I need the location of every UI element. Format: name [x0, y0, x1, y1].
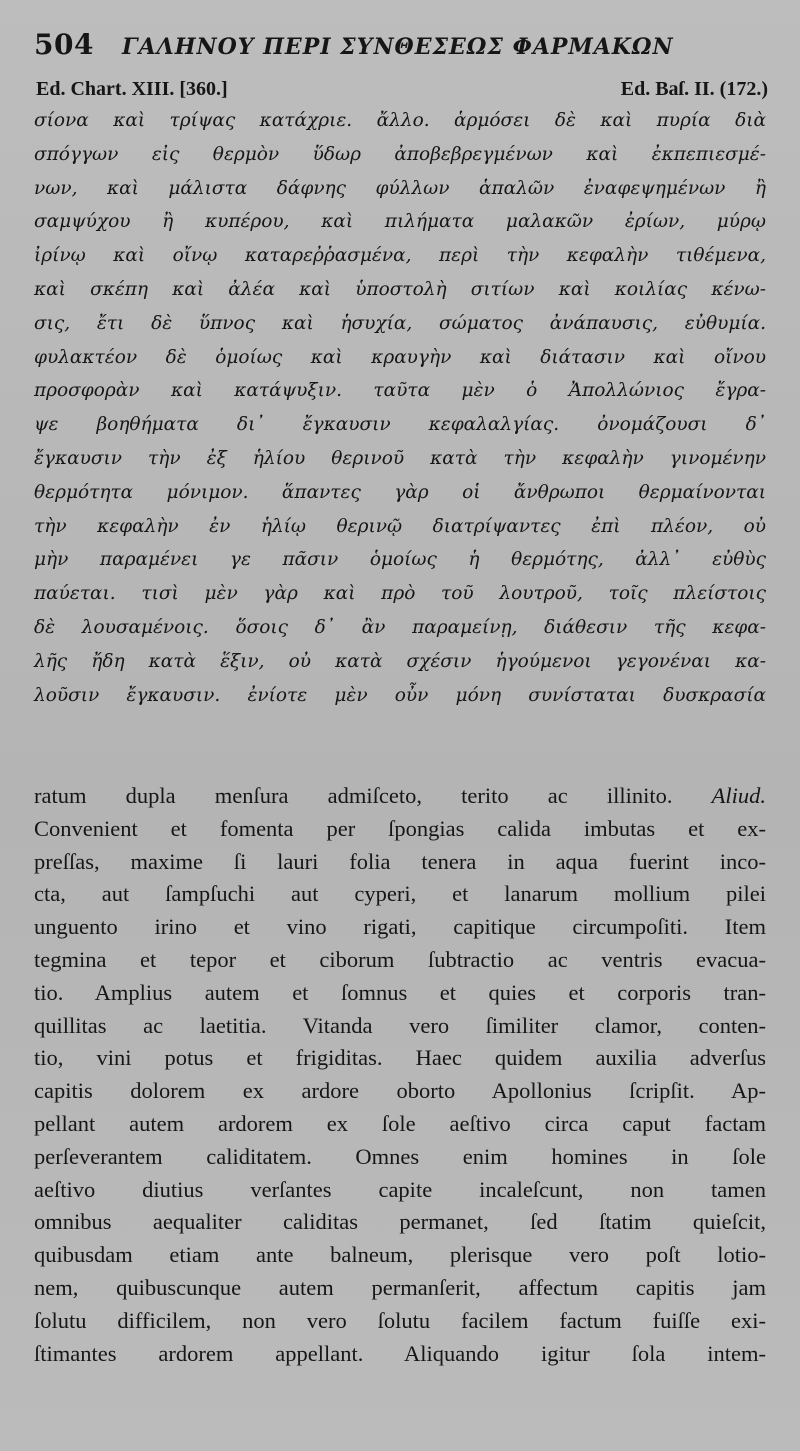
latin-line-first	[34, 780, 766, 813]
greek-line: λῆς ἤδη κατὰ ἕξιν, οὐ κατὰ σχέσιν ἡγούμενοι γεγονέναι κα-	[34, 650, 766, 672]
greek-line: φυλακτέον δὲ ὁμοίως καὶ κραυγὴν καὶ διάτασιν καὶ οἴνου	[34, 346, 766, 368]
greek-line: νων, καὶ μάλιστα δάφνης φύλλων ἁπαλῶν ἐναφεψημένων ἢ	[34, 177, 766, 199]
greek-line: μὴν παραμένει γε πᾶσιν ὁμοίως ἡ θερμότης, ἀλλ᾽ εὐθὺς	[34, 549, 766, 571]
greek-text-block	[34, 104, 766, 712]
page-number: 504	[34, 28, 94, 61]
latin-line: perſeverantem caliditatem. Omnes enim homines in ſole	[34, 1143, 766, 1169]
latin-line: cta, aut ſampſuchi aut cyperi, et lanarum mollium pilei	[34, 881, 766, 907]
greek-line: σίονα καὶ τρίψας κατάχριε. ἄλλο. ἁρμόσει δὲ καὶ πυρία διὰ	[34, 110, 766, 131]
latin-line: capitis dolorem ex ardore oborto Apollonius ſcripſit. Ap-	[34, 1078, 766, 1104]
latin-line: pellant autem ardorem ex ſole aeſtivo circa caput factam	[34, 1110, 766, 1136]
latin-line: preſſas, maxime ſi lauri folia tenera in aqua fuerint inco-	[34, 848, 766, 874]
greek-line: σις, ἔτι δὲ ὕπνος καὶ ἡσυχία, σώματος ἀνάπαυσις, εὐθυμία.	[34, 312, 766, 334]
latin-line: nem, quibuscunque autem permanſerit, affectum capitis jam	[34, 1274, 766, 1300]
latin-text-block	[34, 780, 766, 1370]
latin-line: aeſtivo diutius verſantes capite incaleſcunt, non tamen	[34, 1176, 766, 1202]
greek-line: σπόγγων εἰς θερμὸν ὕδωρ ἀποβεβρεγμένων καὶ ἐκπεπιεσμέ-	[34, 143, 766, 165]
latin-aliud-label: Aliud.	[711, 783, 767, 808]
running-head: ΓΑΛΗΝΟΥ ΠΕΡΙ ΣΥΝΘΕΣΕΩΣ ΦΑΡΜΑΚΩΝ	[121, 34, 674, 60]
greek-line: καὶ σκέπη καὶ ἀλέα καὶ ὑποστολὴ σιτίων καὶ κοιλίας κένω-	[34, 278, 766, 300]
latin-line: ſtimantes ardorem appellant. Aliquando igitur ſola intem-	[34, 1340, 766, 1366]
greek-line: ψε βοηθήματα δι᾽ ἔγκαυσιν κεφαλαλγίας. ὀνομάζουσι δ᾽	[34, 414, 766, 436]
latin-first-line-text: ratum dupla menſura admiſceto, terito ac illinito.	[34, 783, 673, 808]
latin-line: tio, vini potus et frigiditas. Haec quidem auxilia adverſus	[34, 1045, 766, 1071]
greek-line: παύεται. τισὶ μὲν γὰρ καὶ πρὸ τοῦ λουτροῦ, τοῖς πλείστοις	[34, 583, 766, 605]
latin-line: quillitas ac laetitia. Vitanda vero ſimiliter clamor, conten-	[34, 1012, 766, 1038]
greek-line: τὴν κεφαλὴν ἐν ἡλίῳ θερινῷ διατρίψαντες ἐπὶ πλέον, οὐ	[34, 515, 766, 537]
greek-line: προσφορὰν καὶ κατάψυξιν. ταῦτα μὲν ὁ Ἀπολλώνιος ἔγρα-	[34, 380, 766, 402]
edition-reference-line	[36, 78, 768, 101]
latin-line: tegmina et tepor et ciborum ſubtractio ac ventris evacua-	[34, 946, 766, 972]
greek-line: λοῦσιν ἔγκαυσιν. ἐνίοτε μὲν οὖν μόνη συνίσταται δυσκρασία	[34, 684, 766, 706]
latin-line: tio. Amplius autem et ſomnus et quies et corporis tran-	[34, 979, 766, 1005]
latin-line: unguento irino et vino rigati, capitique circumpoſiti. Item	[34, 914, 766, 940]
latin-line: quibusdam etiam ante balneum, plerisque vero poſt lotio-	[34, 1242, 766, 1268]
greek-line: δὲ λουσαμένοις. ὅσοις δ᾽ ἂν παραμείνῃ, διάθεσιν τῆς κεφα-	[34, 616, 766, 638]
greek-line: ἰρίνῳ καὶ οἴνῳ καταρεῤῥασμένα, περὶ τὴν κεφαλὴν τιθέμενα,	[34, 245, 766, 267]
page-header	[34, 28, 766, 62]
latin-line: omnibus aequaliter caliditas permanet, ſed ſtatim quieſcit,	[34, 1209, 766, 1235]
greek-line: σαμψύχου ἢ κυπέρου, καὶ πιλήματα μαλακῶν ἐρίων, μύρῳ	[34, 211, 766, 233]
latin-line: Convenient et fomenta per ſpongias calida imbutas et ex-	[34, 815, 766, 841]
latin-line: ſolutu difficilem, non vero ſolutu facilem factum fuiſſe exi-	[34, 1307, 766, 1333]
edition-reference-right: Ed. Baſ. II. (172.)	[620, 78, 768, 100]
greek-line: θερμότητα μόνιμον. ἅπαντες γὰρ οἱ ἄνθρωποι θερμαίνονται	[34, 481, 766, 503]
edition-reference-left: Ed. Chart. XIII. [360.]	[36, 78, 228, 100]
greek-line: ἔγκαυσιν τὴν ἐξ ἡλίου θερινοῦ κατὰ τὴν κεφαλὴν γινομένην	[34, 447, 766, 469]
